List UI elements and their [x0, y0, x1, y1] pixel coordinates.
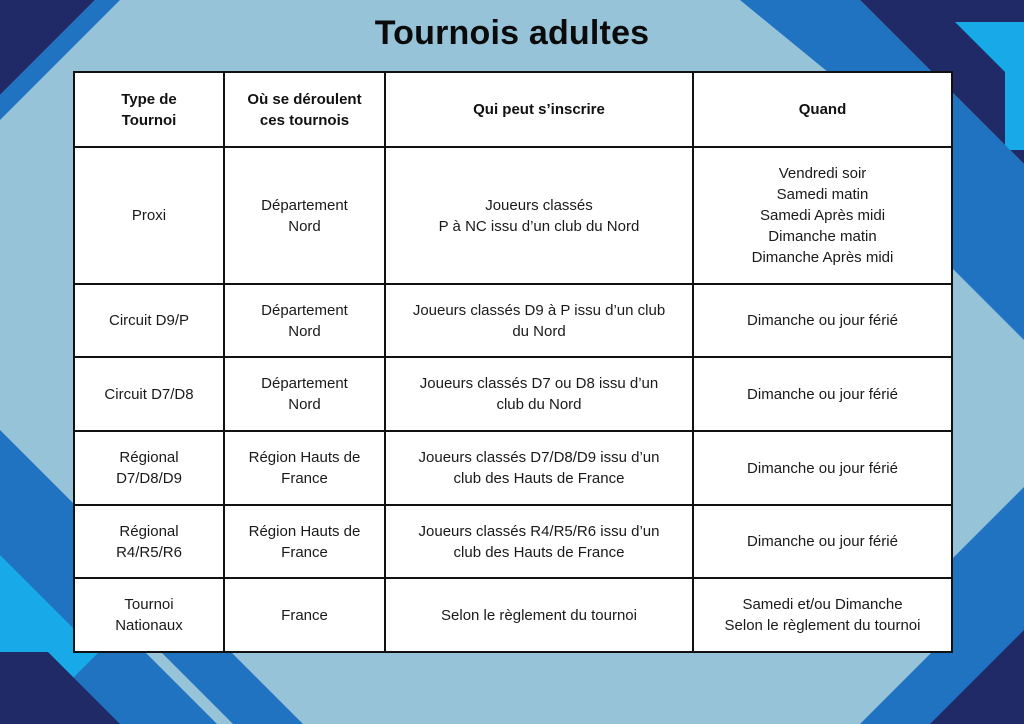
cell-lieu: France: [224, 578, 385, 652]
tournaments-table: [73, 71, 953, 653]
cell-inscription: Selon le règlement du tournoi: [385, 578, 693, 652]
cell-type: Régional R4/R5/R6: [74, 505, 224, 578]
cell-inscription: Joueurs classés R4/R5/R6 issu d’un club des Hauts de France: [385, 505, 693, 578]
header-type-de-tournoi: Type de Tournoi: [74, 72, 224, 147]
table-header-row: [74, 72, 952, 147]
cell-quand: Dimanche ou jour férié: [693, 357, 952, 431]
table-row: [74, 431, 952, 505]
cell-quand: Dimanche ou jour férié: [693, 505, 952, 578]
cell-type: Régional D7/D8/D9: [74, 431, 224, 505]
cell-type: Circuit D9/P: [74, 284, 224, 357]
cell-inscription: Joueurs classés D9 à P issu d’un club du Nord: [385, 284, 693, 357]
table-row: [74, 357, 952, 431]
header-qui-peut-s-inscrire: Qui peut s’inscrire: [385, 72, 693, 147]
cell-lieu: Département Nord: [224, 284, 385, 357]
cell-quand: Dimanche ou jour férié: [693, 284, 952, 357]
cell-inscription: Joueurs classés D7/D8/D9 issu d’un club des Hauts de France: [385, 431, 693, 505]
table-row: [74, 505, 952, 578]
cell-lieu: Département Nord: [224, 357, 385, 431]
table-row: [74, 578, 952, 652]
cell-quand: Samedi et/ou Dimanche Selon le règlement du tournoi: [693, 578, 952, 652]
cell-type: Proxi: [74, 147, 224, 284]
cell-quand: Vendredi soir Samedi matin Samedi Après midi Dimanche matin Dimanche Après midi: [693, 147, 952, 284]
table-row: [74, 147, 952, 284]
tournaments-table-container: [73, 71, 951, 651]
cell-inscription: Joueurs classés D7 ou D8 issu d’un club du Nord: [385, 357, 693, 431]
cell-quand: Dimanche ou jour férié: [693, 431, 952, 505]
cell-lieu: Région Hauts de France: [224, 431, 385, 505]
cell-type: Circuit D7/D8: [74, 357, 224, 431]
cell-lieu: Département Nord: [224, 147, 385, 284]
header-quand: Quand: [693, 72, 952, 147]
cell-type: Tournoi Nationaux: [74, 578, 224, 652]
header-lieu: Où se déroulent ces tournois: [224, 72, 385, 147]
table-row: [74, 284, 952, 357]
page-title: Tournois adultes: [374, 14, 650, 52]
cell-lieu: Région Hauts de France: [224, 505, 385, 578]
cell-inscription: Joueurs classés P à NC issu d’un club du Nord: [385, 147, 693, 284]
